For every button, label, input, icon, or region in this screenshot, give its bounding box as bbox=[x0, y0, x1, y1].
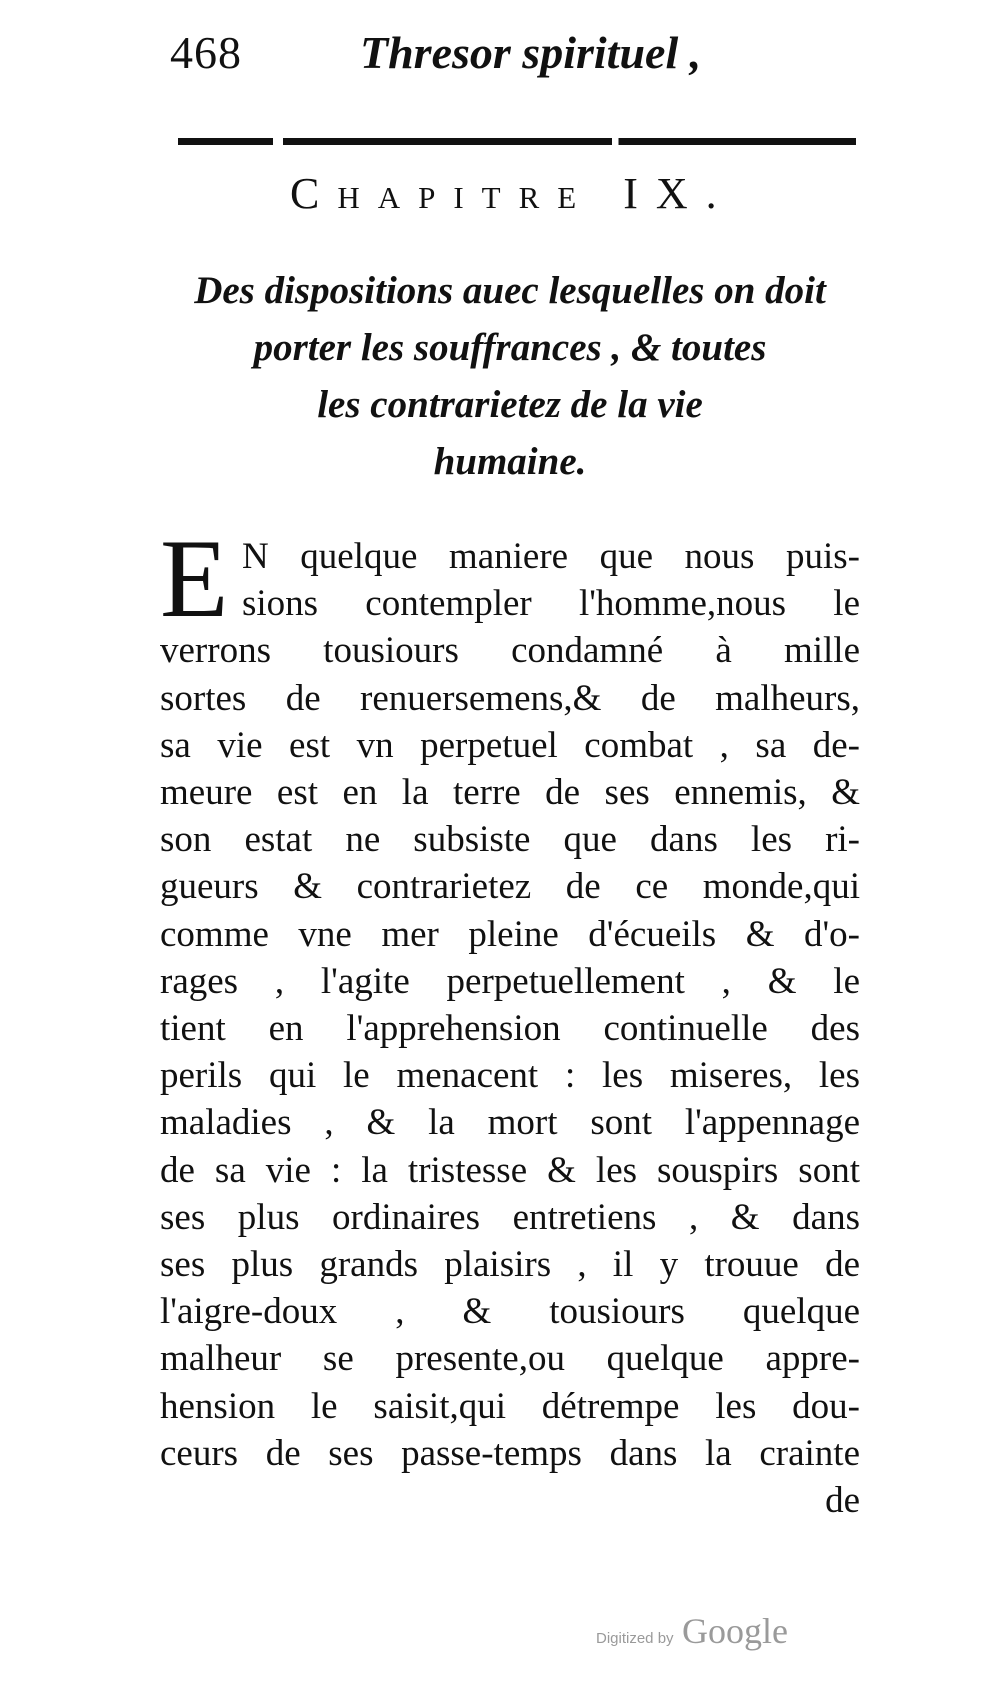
text-line: N quelque maniere que nous puis- bbox=[242, 536, 860, 577]
chapter-title bbox=[160, 262, 860, 490]
chapter-title-line: les contrarietez de la vie bbox=[317, 383, 703, 426]
chapter-title-line: porter les souffrances , & toutes bbox=[253, 326, 767, 369]
text-line: perils qui le menacent : les miseres, les bbox=[160, 1055, 860, 1097]
text-line: ceurs de ses passe-temps dans la crainte bbox=[160, 1432, 860, 1474]
header-rule bbox=[178, 138, 856, 145]
chapter-title-line: Des dispositions auec lesquelles on doit bbox=[194, 269, 826, 312]
text-line: ses plus grands plaisirs , il y trouue de bbox=[160, 1244, 860, 1286]
text-line: verrons tousiours condamné à mille bbox=[160, 630, 860, 672]
text-line: rages , l'agite perpetuellement , & le bbox=[160, 960, 860, 1002]
catchword: de bbox=[825, 1480, 860, 1522]
running-title: Thresor spirituel , bbox=[360, 27, 702, 78]
text-line: sa vie est vn perpetuel combat , sa de- bbox=[160, 724, 860, 766]
drop-cap: E bbox=[160, 517, 229, 641]
chapter-heading: Chapitre IX. bbox=[290, 169, 735, 218]
chapter-title-line: humaine. bbox=[433, 440, 587, 483]
text-line: son estat ne subsiste que dans les ri- bbox=[160, 819, 860, 861]
text-line: l'aigre-doux , & tousiours quelque bbox=[160, 1291, 860, 1333]
text-line: malheur se presente,ou quelque appre- bbox=[160, 1338, 860, 1380]
text-line: sions contempler l'homme,nous le bbox=[242, 583, 860, 625]
page-number: 468 bbox=[170, 27, 242, 78]
text-line: meure est en la terre de ses ennemis, & bbox=[160, 772, 860, 814]
text-line: ses plus ordinaires entretiens , & dans bbox=[160, 1196, 860, 1238]
text-line: comme vne mer pleine d'écueils & d'o- bbox=[160, 913, 860, 955]
google-logo: Google bbox=[682, 1611, 788, 1651]
digitized-watermark bbox=[596, 1610, 788, 1652]
text-line: gueurs & contrarietez de ce monde,qui bbox=[160, 866, 860, 908]
text-line: sortes de renuersemens,& de malheurs, bbox=[160, 677, 860, 719]
text-line: hension le saisit,qui détrempe les dou- bbox=[160, 1385, 860, 1427]
text-line: maladies , & la mort sont l'appennage bbox=[160, 1102, 860, 1144]
text-line: tient en l'apprehension continuelle des bbox=[160, 1008, 860, 1050]
text-line: de sa vie : la tristesse & les souspirs sont bbox=[160, 1149, 860, 1191]
digitized-prefix: Digitized by bbox=[596, 1630, 674, 1647]
running-head bbox=[170, 18, 870, 88]
body-paragraph bbox=[160, 517, 860, 1524]
